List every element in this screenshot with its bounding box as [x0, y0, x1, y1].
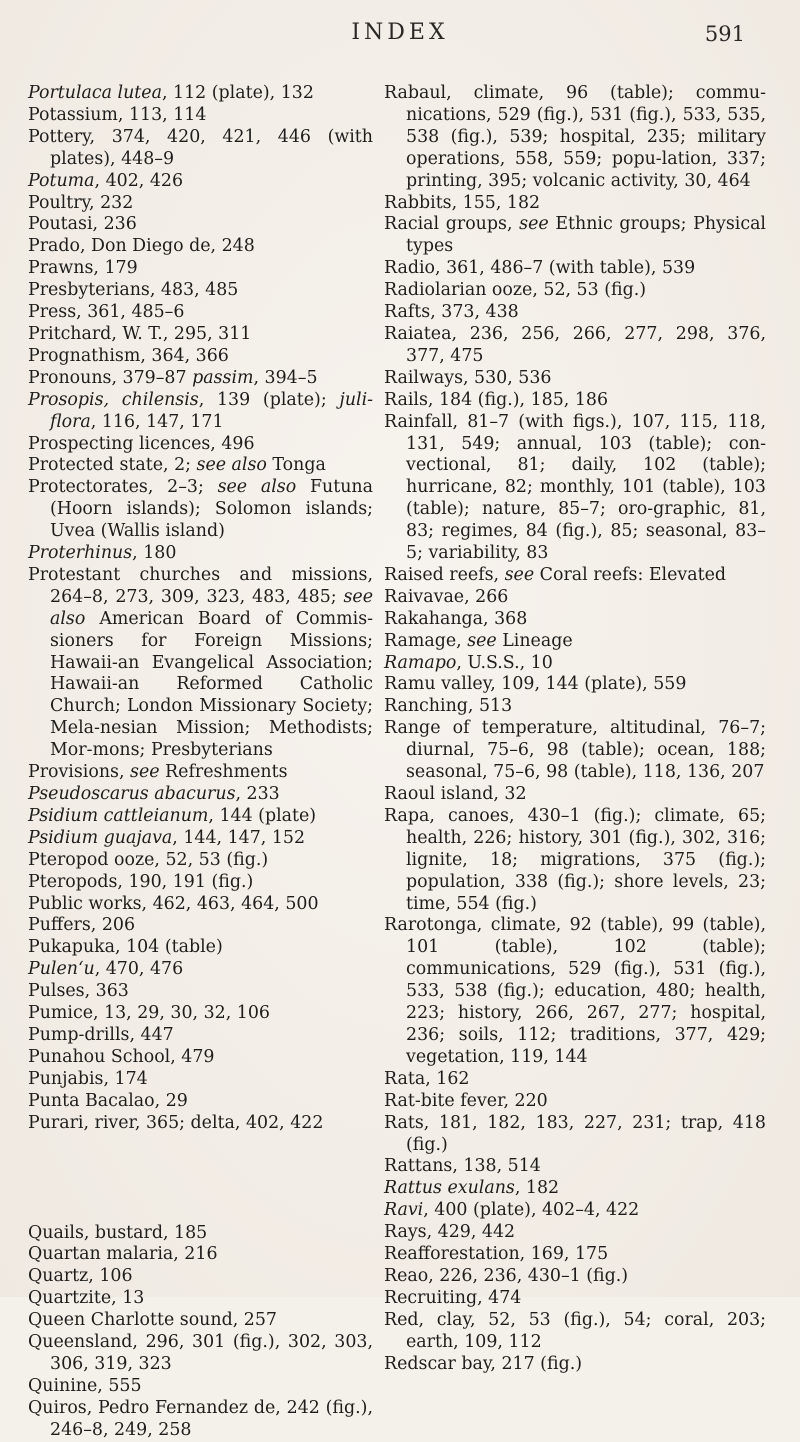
index-entry: Rafts, 373, 438	[384, 302, 519, 323]
index-entry: Quartzite, 13	[28, 1288, 145, 1309]
page-number: 591	[704, 22, 745, 46]
index-entry: Ranching, 513	[384, 696, 513, 717]
index-entry: Ravi, 400 (plate), 402–4, 422	[384, 1200, 640, 1221]
index-entry: Poutasi, 236	[28, 214, 137, 235]
index-entry: Puffers, 206	[28, 915, 136, 936]
index-entry: Pump-drills, 447	[28, 1024, 174, 1045]
index-entry: Rats, 181, 182, 183, 227, 231; trap, 418 (fig.)	[384, 1112, 766, 1155]
index-entry: Reao, 226, 236, 430–1 (fig.)	[384, 1265, 629, 1286]
index-entry: Railways, 530, 536	[384, 367, 552, 388]
index-entry: Radiolarian ooze, 52, 53 (fig.)	[384, 280, 647, 301]
index-entry: Presbyterians, 483, 485	[28, 280, 239, 301]
index-entry: Provisions, see Refreshments	[28, 762, 288, 783]
index-entry: Quinine, 555	[28, 1375, 142, 1396]
index-entry: Pulses, 363	[28, 981, 129, 1002]
index-entry: Press, 361, 485–6	[28, 302, 185, 323]
index-entry: Raised reefs, see Coral reefs: Elevated	[384, 564, 727, 585]
index-entry: Pumice, 13, 29, 30, 32, 106	[28, 1003, 270, 1024]
index-column-left	[28, 83, 373, 1442]
index-entry: Range of temperature, altitudinal, 76–7; diurnal, 75–6, 98 (table); ocean, 188; seasonal, 75–6, 98 (table), 118, 136, 207	[384, 718, 766, 783]
index-entry: Pteropods, 190, 191 (fig.)	[28, 871, 254, 892]
index-entry: Purari, river, 365; delta, 402, 422	[28, 1112, 324, 1133]
index-entry: Rapa, canoes, 430–1 (fig.); climate, 65; health, 226; history, 301 (fig.), 302, 316; lignite, 18; migrations, 375 (fig.); population, 338 (fig.); shore levels, 23; time, 554 (fig.)	[384, 805, 766, 914]
index-entry: Punta Bacalao, 29	[28, 1090, 188, 1111]
index-entry: Potuma, 402, 426	[28, 170, 184, 191]
index-entry: Rays, 429, 442	[384, 1222, 516, 1243]
index-entry: Protestant churches and missions, 264–8, 273, 309, 323, 483, 485; see also American Board of Commis-sioners for Foreign Missions; Hawaii-an Evangelical Association; Hawaii-an Reformed Catholic Church; London Missionary Society; Mela-nesian Mission; Methodists; Mor-mons; Presbyterians	[28, 564, 373, 761]
index-entry: Portulaca lutea, 112 (plate), 132	[28, 83, 314, 103]
index-entry: Racial groups, see Ethnic groups; Physical types	[384, 214, 766, 257]
index-entry: Psidium cattleianum, 144 (plate)	[28, 805, 317, 826]
index-entry: Prawns, 179	[28, 258, 138, 279]
index-entry: Pukapuka, 104 (table)	[28, 937, 223, 958]
index-entry: Pseudoscarus abacurus, 233	[28, 784, 280, 804]
index-entry: Rabbits, 155, 182	[384, 192, 541, 213]
index-entry: Rattans, 138, 514	[384, 1156, 541, 1177]
index-entry: Ramapo, U.S.S., 10	[384, 652, 553, 673]
index-entry: Prospecting licences, 496	[28, 433, 255, 454]
index-entry: Potassium, 113, 114	[28, 104, 207, 125]
index-entry: Rainfall, 81–7 (with figs.), 107, 115, 118, 131, 549; annual, 103 (table); con-vectional, 81; daily, 102 (table); hurricane, 82; monthly, 101 (table), 103 (table); nature, 85–7; oro-graphic, 81, 83; regimes, 84 (fig.), 85; seasonal, 83–5; variability, 83	[384, 411, 766, 564]
index-entry: Ramage, see Lineage	[384, 630, 573, 651]
index-entry: Quails, bustard, 185	[28, 1222, 208, 1243]
index-entry: Punahou School, 479	[28, 1046, 215, 1067]
index-entry: Rat-bite fever, 220	[384, 1090, 548, 1111]
index-entry: Prado, Don Diego de, 248	[28, 236, 255, 257]
index-entry: Reafforestation, 169, 175	[384, 1244, 609, 1265]
index-entry: Raoul island, 32	[384, 784, 527, 804]
running-header: INDEX	[351, 20, 449, 45]
index-entry: Rata, 162	[384, 1068, 470, 1089]
index-entry: Ramu valley, 109, 144 (plate), 559	[384, 674, 687, 695]
index-entry: Prosopis, chilensis, 139 (plate); juli-flora, 116, 147, 171	[28, 389, 374, 432]
index-entry: Rabaul, climate, 96 (table); commu-nications, 529 (fig.), 531 (fig.), 533, 535, 538 (fig.), 539; hospital, 235; military operations, 558, 559; popu-lation, 337; printing, 395; volcanic activity, 30, 464	[384, 83, 766, 191]
index-entry: Punjabis, 174	[28, 1068, 148, 1089]
index-entry: Pronouns, 379–87 passim, 394–5	[28, 367, 318, 388]
index-entry: Prognathism, 364, 366	[28, 345, 229, 366]
index-entry: Quartz, 106	[28, 1266, 133, 1287]
index-entry: Redscar bay, 217 (fig.)	[384, 1353, 583, 1374]
index-entry: Psidium guajava, 144, 147, 152	[28, 827, 306, 848]
index-column-right	[384, 83, 766, 1375]
index-entry: Radio, 361, 486–7 (with table), 539	[384, 258, 696, 279]
index-entry: Rakahanga, 368	[384, 608, 528, 629]
index-entry: Red, clay, 52, 53 (fig.), 54; coral, 203; earth, 109, 112	[384, 1309, 766, 1352]
index-entry: Public works, 462, 463, 464, 500	[28, 893, 319, 914]
index-entry: Raiatea, 236, 256, 266, 277, 298, 376, 377, 475	[384, 323, 766, 366]
index-entry: Rarotonga, climate, 92 (table), 99 (table), 101 (table), 102 (table); communications, 529 (fig.), 531 (fig.), 533, 538 (fig.); education, 480; health, 223; history, 266, 267, 277; hospital, 236; soils, 112; traditions, 377, 429; vegetation, 119, 144	[384, 915, 766, 1067]
index-entry: Queensland, 296, 301 (fig.), 302, 303, 306, 319, 323	[28, 1332, 373, 1374]
index-entry: Pulen‘u, 470, 476	[28, 959, 184, 980]
index-entry: Raivavae, 266	[384, 586, 509, 607]
index-entry: Protectorates, 2–3; see also Futuna (Hoorn islands); Solomon islands; Uvea (Wallis island)	[28, 477, 373, 542]
index-entry: Recruiting, 474	[384, 1287, 522, 1308]
index-entry: Protected state, 2; see also Tonga	[28, 455, 326, 476]
index-entry: Poultry, 232	[28, 192, 134, 213]
index-entry: Rattus exulans, 182	[384, 1178, 560, 1199]
index-entry: Quiros, Pedro Fernandez de, 242 (fig.), 246–8, 249, 258	[28, 1397, 373, 1440]
index-entry: Proterhinus, 180	[28, 543, 177, 564]
section-break	[28, 1135, 373, 1223]
index-entry: Quartan malaria, 216	[28, 1244, 218, 1265]
index-entry: Queen Charlotte sound, 257	[28, 1310, 277, 1331]
index-entry: Pottery, 374, 420, 421, 446 (with plates), 448–9	[28, 126, 373, 169]
index-entry: Pritchard, W. T., 295, 311	[28, 323, 252, 344]
index-entry: Rails, 184 (fig.), 185, 186	[384, 389, 609, 410]
index-entry: Pteropod ooze, 52, 53 (fig.)	[28, 849, 269, 870]
